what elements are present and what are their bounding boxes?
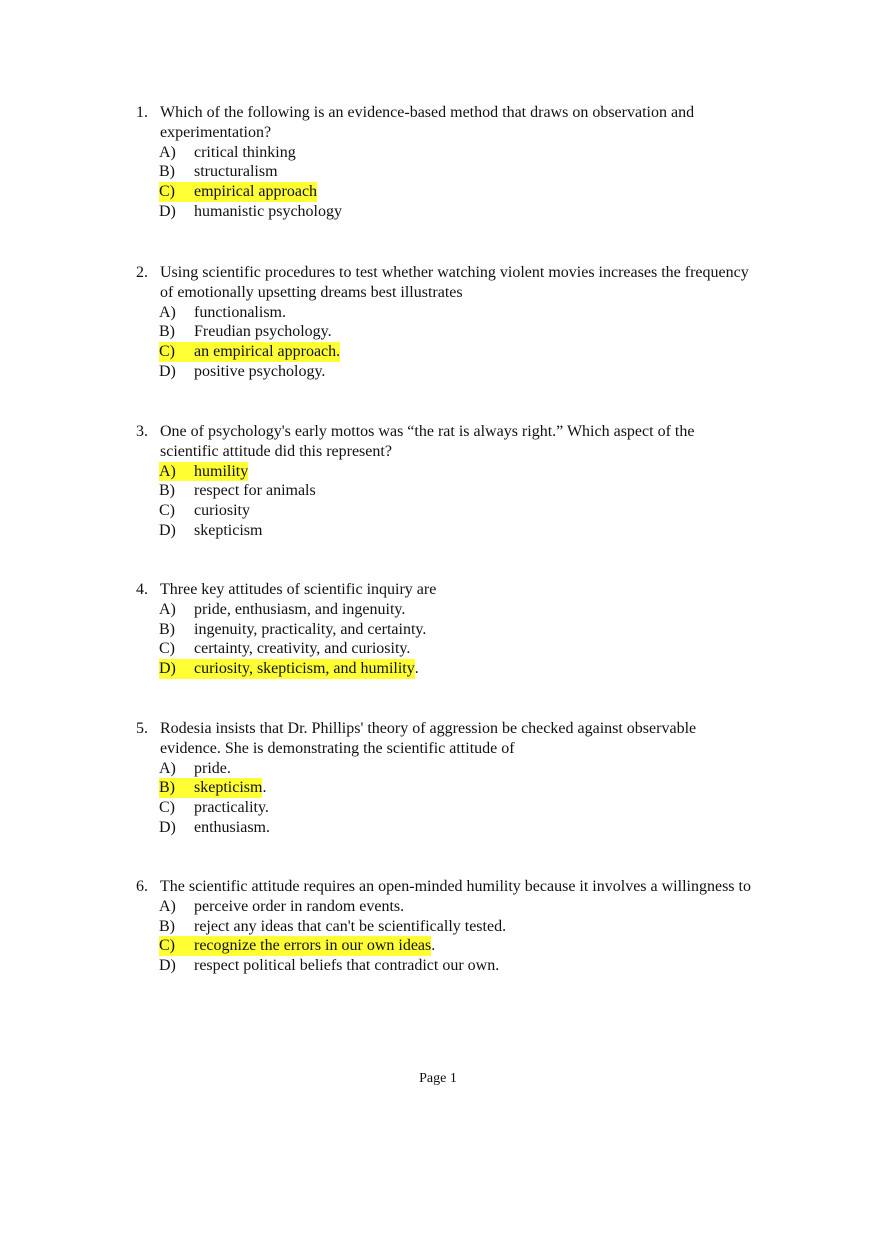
option-c	[159, 639, 756, 659]
option-text: curiosity	[194, 502, 250, 520]
option-letter: B)	[159, 482, 175, 500]
question-5	[136, 719, 756, 838]
question-stem: Which of the following is an evidence-based method that draws on observation and experimentation?	[160, 104, 695, 141]
option-c	[159, 501, 756, 521]
option-text: skepticism	[194, 779, 263, 797]
question-number: 4.	[136, 581, 148, 598]
option-letter: D)	[159, 818, 176, 836]
option-letter: A)	[159, 462, 176, 480]
answer-highlight	[159, 462, 248, 482]
option-text: ingenuity, practicality, and certainty.	[194, 620, 427, 638]
option-text: empirical approach	[194, 183, 318, 201]
option-b-correct	[159, 778, 756, 798]
option-text: curiosity, skepticism, and humility	[194, 660, 415, 678]
option-text: perceive order in random events.	[194, 897, 405, 915]
option-a	[159, 303, 756, 323]
option-b	[159, 162, 756, 182]
option-text: an empirical approach.	[194, 343, 341, 361]
option-letter: D)	[159, 660, 176, 678]
question-number: 5.	[136, 720, 148, 737]
option-a	[159, 143, 756, 163]
option-letter: D)	[159, 957, 176, 975]
question-1	[136, 103, 756, 222]
option-text: structuralism	[194, 163, 278, 181]
answer-highlight	[159, 659, 415, 679]
option-text: functionalism.	[194, 303, 286, 321]
option-letter: B)	[159, 163, 175, 181]
option-letter: D)	[159, 362, 176, 380]
option-text: recognize the errors in our own ideas	[194, 937, 432, 955]
option-letter: A)	[159, 600, 176, 618]
option-text: positive psychology.	[194, 362, 326, 380]
option-letter: D)	[159, 202, 176, 220]
option-d	[159, 521, 756, 541]
answer-highlight	[159, 182, 317, 202]
option-c-correct	[159, 936, 756, 956]
option-letter: C)	[159, 937, 175, 955]
option-b	[159, 620, 756, 640]
option-b	[159, 322, 756, 342]
option-letter: B)	[159, 620, 175, 638]
option-text: respect political beliefs that contradict our own.	[194, 957, 500, 975]
option-letter: C)	[159, 183, 175, 201]
answer-highlight	[159, 342, 340, 362]
option-text: Freudian psychology.	[194, 323, 332, 341]
option-text: critical thinking	[194, 143, 296, 161]
question-stem: Rodesia insists that Dr. Phillips' theory of aggression be checked against observable evidence. She is demonstrating the scientific attitude of	[160, 720, 697, 757]
option-letter: A)	[159, 303, 176, 321]
option-letter: B)	[159, 779, 175, 797]
question-stem: The scientific attitude requires an open-minded humility because it involves a willingness to	[160, 878, 751, 895]
question-number: 2.	[136, 264, 148, 281]
answer-highlight	[159, 936, 431, 956]
option-text: skepticism	[194, 521, 263, 539]
option-a-correct	[159, 462, 756, 482]
option-d	[159, 362, 756, 382]
answer-highlight	[159, 778, 262, 798]
option-letter: A)	[159, 759, 176, 777]
option-text: respect for animals	[194, 482, 316, 500]
option-text: pride.	[194, 759, 231, 777]
option-text: enthusiasm.	[194, 818, 270, 836]
option-letter: C)	[159, 799, 175, 817]
option-text: practicality.	[194, 799, 269, 817]
option-letter: A)	[159, 897, 176, 915]
option-suffix: .	[414, 660, 419, 678]
option-a	[159, 897, 756, 917]
question-stem: Using scientific procedures to test whether watching violent movies increases the frequency of emotionally upsetting dreams best illustrates	[160, 264, 749, 301]
option-c-correct	[159, 342, 756, 362]
option-letter: C)	[159, 640, 175, 658]
option-c	[159, 798, 756, 818]
option-suffix: .	[262, 779, 267, 797]
question-6	[136, 877, 756, 976]
option-c-correct	[159, 182, 756, 202]
option-d	[159, 202, 756, 222]
question-stem: One of psychology's early mottos was “the rat is always right.” Which aspect of the scientific attitude did this represent?	[160, 423, 695, 460]
option-b	[159, 481, 756, 501]
option-letter: D)	[159, 521, 176, 539]
option-letter: C)	[159, 343, 175, 361]
option-d	[159, 956, 756, 976]
option-letter: B)	[159, 323, 175, 341]
question-3	[136, 422, 756, 541]
question-number: 1.	[136, 104, 148, 121]
option-text: certainty, creativity, and curiosity.	[194, 640, 411, 658]
option-text: reject any ideas that can't be scientifically tested.	[194, 917, 507, 935]
option-text: humility	[194, 462, 249, 480]
question-number: 6.	[136, 878, 148, 895]
question-stem: Three key attitudes of scientific inquiry are	[160, 581, 437, 598]
question-number: 3.	[136, 423, 148, 440]
option-suffix: .	[431, 937, 436, 955]
option-text: humanistic psychology	[194, 202, 342, 220]
option-b	[159, 917, 756, 937]
option-d-correct	[159, 659, 756, 679]
option-d	[159, 818, 756, 838]
option-letter: C)	[159, 502, 175, 520]
question-2	[136, 263, 756, 382]
option-a	[159, 600, 756, 620]
question-4	[136, 580, 756, 679]
option-text: pride, enthusiasm, and ingenuity.	[194, 600, 406, 618]
option-a	[159, 759, 756, 779]
page-number: Page 1	[419, 1071, 457, 1086]
option-letter: A)	[159, 143, 176, 161]
option-letter: B)	[159, 917, 175, 935]
